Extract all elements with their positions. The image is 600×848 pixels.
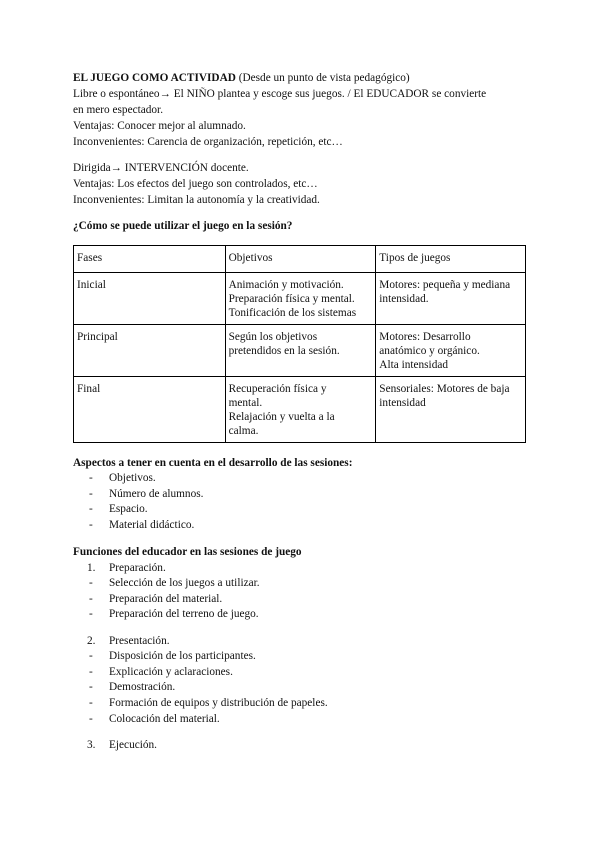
- list-item: - Espacio.: [73, 502, 533, 518]
- cell-objetivos: [225, 377, 376, 443]
- cell-fase: Principal: [74, 325, 226, 377]
- section-title-line: [73, 70, 533, 86]
- list-item: - Formación de equipos y distribución de papeles.: [73, 696, 533, 712]
- list-item: - Material didáctico.: [73, 518, 533, 534]
- cell-fase: Inicial: [74, 273, 226, 325]
- list-item: - Colocación del material.: [73, 712, 533, 728]
- table-header-row: [74, 246, 526, 273]
- section-title: EL JUEGO COMO ACTIVIDAD: [73, 72, 236, 84]
- cell-line: Tonificación de los sistemas: [228, 307, 357, 319]
- cell-line: calma.: [228, 425, 259, 437]
- cell-line: Recuperación física y: [228, 383, 327, 395]
- cell-line: Animación y motivación.: [228, 279, 344, 291]
- list-item: - Demostración.: [73, 680, 533, 696]
- step1-list: [73, 576, 533, 623]
- document-page: [73, 70, 533, 753]
- funciones-heading: Funciones del educador en las sesiones de juego: [73, 545, 302, 558]
- cell-line: Preparación física y mental.: [228, 293, 355, 305]
- dirigida-inconvenientes: Inconvenientes: Limitan la autonomía y la creatividad.: [73, 194, 320, 206]
- dirigida-line: Dirigida→ INTERVENCIÓN docente.: [73, 162, 249, 174]
- cell-tipos: [376, 325, 526, 377]
- table-row: [74, 325, 526, 377]
- step-label: Preparación.: [109, 561, 166, 574]
- cell-line: intensidad: [379, 397, 426, 409]
- libre-line-1: Libre o espontáneo→ El NIÑO plantea y escoge sus juegos. / El EDUCADOR se convierte: [73, 88, 487, 100]
- step-label: Ejecución.: [109, 739, 157, 752]
- step-ejecucion: [73, 737, 533, 753]
- list-item: - Explicación y aclaraciones.: [73, 665, 533, 681]
- libre-ventajas: Ventajas: Conocer mejor al alumnado.: [73, 120, 246, 132]
- cell-line: Según los objetivos: [228, 331, 318, 343]
- step-number: 2.: [87, 634, 96, 647]
- cell-line: Relajación y vuelta a la: [228, 411, 335, 423]
- list-item: - Número de alumnos.: [73, 487, 533, 503]
- table-row: [74, 377, 526, 443]
- dirigida-ventajas: Ventajas: Los efectos del juego son controlados, etc…: [73, 178, 318, 190]
- list-item: - Preparación del material.: [73, 592, 533, 608]
- cell-line: Alta intensidad: [379, 359, 449, 371]
- section-title-note: (Desde un punto de vista pedagógico): [235, 72, 410, 84]
- cell-fase: Final: [74, 377, 226, 443]
- step-number: 1.: [87, 561, 96, 574]
- phases-table: [73, 245, 526, 443]
- cell-line: Motores: pequeña y mediana: [379, 279, 511, 291]
- cell-line: mental.: [228, 397, 263, 409]
- cell-objetivos: [225, 325, 376, 377]
- table-row: [74, 273, 526, 325]
- cell-tipos: [376, 273, 526, 325]
- step-presentacion: [73, 633, 533, 649]
- question-heading: ¿Cómo se puede utilizar el juego en la sesión?: [73, 220, 293, 232]
- list-item: - Disposición de los participantes.: [73, 649, 533, 665]
- libre-inconvenientes: Inconvenientes: Carencia de organización, repetición, etc…: [73, 136, 343, 148]
- header-objetivos: Objetivos: [225, 246, 376, 273]
- cell-line: anatómico y orgánico.: [379, 345, 480, 357]
- list-item: - Preparación del terreno de juego.: [73, 607, 533, 623]
- step-number: 3.: [87, 739, 96, 752]
- step-label: Presentación.: [109, 634, 170, 647]
- list-item: - Selección de los juegos a utilizar.: [73, 576, 533, 592]
- cell-line: intensidad.: [379, 293, 429, 305]
- cell-objetivos: [225, 273, 376, 325]
- step2-list: [73, 649, 533, 728]
- cell-line: Motores: Desarrollo: [379, 331, 471, 343]
- header-tipos: Tipos de juegos: [376, 246, 526, 273]
- cell-tipos: [376, 377, 526, 443]
- aspectos-list: [73, 471, 533, 534]
- step-preparacion: [73, 560, 533, 576]
- aspectos-heading: Aspectos a tener en cuenta en el desarrollo de las sesiones:: [73, 457, 353, 469]
- list-item: - Objetivos.: [73, 471, 533, 487]
- libre-line-2: en mero espectador.: [73, 104, 164, 116]
- cell-line: Sensoriales: Motores de baja: [379, 383, 510, 395]
- header-fases: Fases: [74, 246, 226, 273]
- cell-line: pretendidos en la sesión.: [228, 345, 340, 357]
